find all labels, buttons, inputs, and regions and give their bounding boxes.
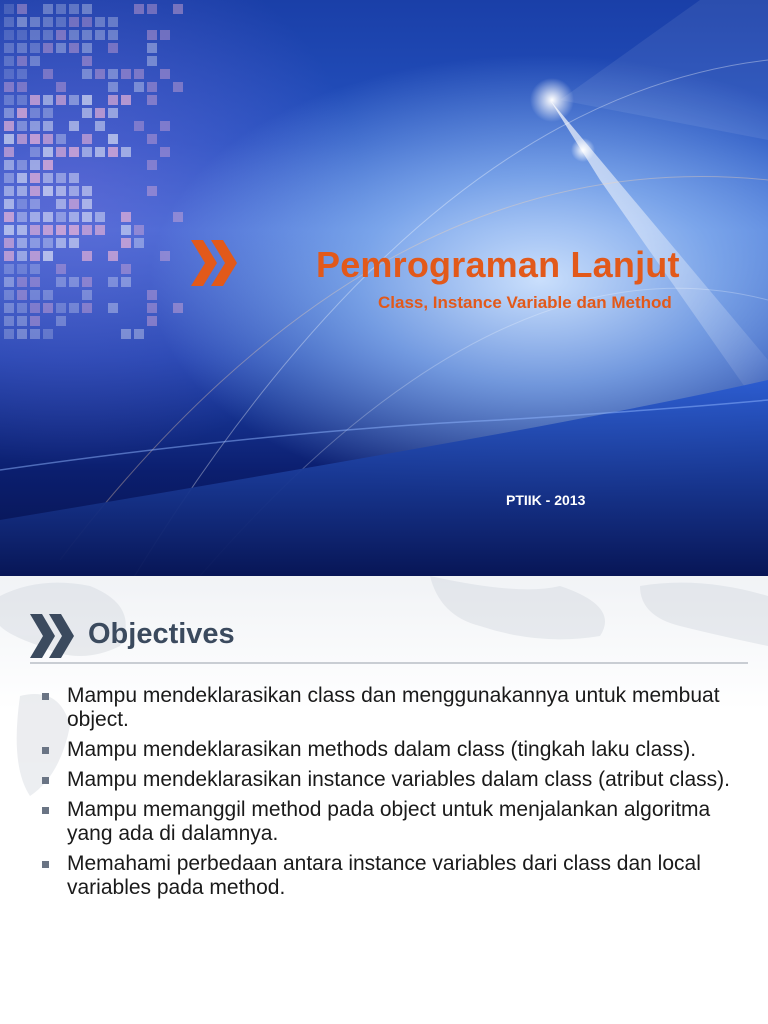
objectives-list — [40, 684, 740, 906]
double-chevron-right-icon — [30, 614, 76, 658]
organization-year: PTIIK - 2013 — [506, 492, 586, 508]
presentation-title: Pemrograman Lanjut — [316, 244, 680, 285]
bullet-square-icon — [42, 807, 49, 814]
list-item: Memahami perbedaan antara instance variables dari class dan local variables pada method. — [40, 852, 740, 900]
bullet-square-icon — [42, 693, 49, 700]
bullet-square-icon — [42, 777, 49, 784]
lens-flare — [530, 78, 574, 122]
bullet-square-icon — [42, 747, 49, 754]
bullet-square-icon — [42, 861, 49, 868]
list-item: Mampu mendeklarasikan instance variables dalam class (atribut class). — [40, 768, 740, 792]
objectives-slide — [0, 576, 768, 1024]
slide-heading: Objectives — [88, 618, 235, 650]
list-item: Mampu mendeklarasikan class dan menggunakannya untuk membuat object. — [40, 684, 740, 732]
list-item: Mampu mendeklarasikan methods dalam class (tingkah laku class). — [40, 738, 740, 762]
heading-divider — [30, 662, 748, 664]
presentation-subtitle: Class, Instance Variable dan Method — [378, 293, 672, 312]
pixel-grid-decoration — [4, 4, 183, 339]
list-item: Mampu memanggil method pada object untuk menjalankan algoritma yang ada di dalamnya. — [40, 798, 740, 846]
double-chevron-right-icon — [191, 240, 239, 286]
